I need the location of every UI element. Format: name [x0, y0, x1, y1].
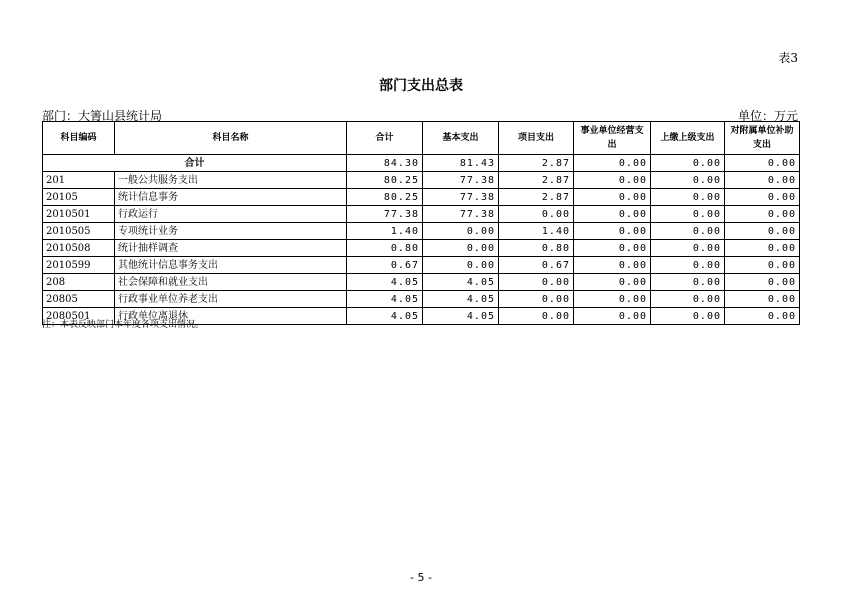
- amount-cell: 80.25: [347, 189, 423, 206]
- amount-cell: 0.00: [725, 240, 800, 257]
- total-label: 合计: [43, 155, 347, 172]
- amount-cell: 0.80: [347, 240, 423, 257]
- amount-cell: 0.00: [574, 274, 651, 291]
- amount-cell: 0.00: [651, 308, 725, 325]
- amount-cell: 0.00: [499, 206, 574, 223]
- table-row: [43, 274, 800, 291]
- account-name-cell: 统计抽样调查: [115, 240, 347, 257]
- amount-cell: 0.00: [651, 189, 725, 206]
- amount-cell: 4.05: [423, 308, 499, 325]
- amount-cell: 77.38: [423, 206, 499, 223]
- column-header: 科目编码: [43, 122, 115, 155]
- unit-label: 单位：万元: [737, 109, 798, 123]
- table-row: [43, 257, 800, 274]
- account-name-cell: 其他统计信息事务支出: [115, 257, 347, 274]
- account-code-cell: 20805: [43, 291, 115, 308]
- amount-cell: 0.00: [651, 274, 725, 291]
- expenditure-table: [42, 121, 800, 325]
- amount-cell: 0.00: [725, 257, 800, 274]
- account-name-cell: 行政单位离退休: [115, 308, 347, 325]
- amount-cell: 4.05: [347, 308, 423, 325]
- amount-cell: 77.38: [423, 189, 499, 206]
- amount-cell: 0.00: [423, 240, 499, 257]
- amount-cell: 0.00: [725, 291, 800, 308]
- table-header-row: [43, 122, 800, 155]
- amount-cell: 4.05: [423, 291, 499, 308]
- table-row: [43, 172, 800, 189]
- column-header: 事业单位经营支出: [574, 122, 651, 155]
- amount-cell: 4.05: [347, 274, 423, 291]
- amount-cell: 1.40: [347, 223, 423, 240]
- department-label: 部门：大箐山县统计局: [42, 109, 163, 123]
- amount-cell: 0.67: [347, 257, 423, 274]
- amount-cell: 0.00: [651, 172, 725, 189]
- table-row: [43, 240, 800, 257]
- amount-cell: 0.00: [651, 257, 725, 274]
- amount-cell: 0.00: [499, 291, 574, 308]
- total-cell: 0.00: [651, 155, 725, 172]
- amount-cell: 4.05: [423, 274, 499, 291]
- column-header: 上缴上级支出: [651, 122, 725, 155]
- account-name-cell: 统计信息事务: [115, 189, 347, 206]
- amount-cell: 0.00: [725, 308, 800, 325]
- amount-cell: 0.00: [725, 172, 800, 189]
- account-code-cell: 2010501: [43, 206, 115, 223]
- amount-cell: 2.87: [499, 189, 574, 206]
- amount-cell: 77.38: [347, 206, 423, 223]
- amount-cell: 0.80: [499, 240, 574, 257]
- amount-cell: 0.00: [651, 240, 725, 257]
- amount-cell: 0.00: [651, 291, 725, 308]
- table-row: [43, 291, 800, 308]
- account-code-cell: 2010508: [43, 240, 115, 257]
- total-row: [43, 155, 800, 172]
- account-code-cell: 2010599: [43, 257, 115, 274]
- table-note: 注：本表反映部门本年度各项支出情况。: [42, 320, 205, 330]
- amount-cell: 0.00: [499, 308, 574, 325]
- total-cell: 81.43: [423, 155, 499, 172]
- amount-cell: 0.00: [574, 172, 651, 189]
- total-cell: 84.30: [347, 155, 423, 172]
- table-number-label: 表3: [778, 51, 798, 65]
- total-cell: 0.00: [725, 155, 800, 172]
- total-cell: 0.00: [574, 155, 651, 172]
- page-number: - 5 -: [410, 571, 432, 584]
- amount-cell: 2.87: [499, 172, 574, 189]
- total-cell: 2.87: [499, 155, 574, 172]
- amount-cell: 0.00: [574, 240, 651, 257]
- page-title: 部门支出总表: [379, 78, 463, 94]
- amount-cell: 80.25: [347, 172, 423, 189]
- account-name-cell: 行政运行: [115, 206, 347, 223]
- table-row: [43, 206, 800, 223]
- amount-cell: 0.00: [574, 308, 651, 325]
- amount-cell: 0.00: [574, 223, 651, 240]
- amount-cell: 0.00: [725, 223, 800, 240]
- account-name-cell: 行政事业单位养老支出: [115, 291, 347, 308]
- column-header: 科目名称: [115, 122, 347, 155]
- table-row: [43, 189, 800, 206]
- account-code-cell: 2010505: [43, 223, 115, 240]
- account-code-cell: 208: [43, 274, 115, 291]
- account-code-cell: 201: [43, 172, 115, 189]
- account-name-cell: 社会保障和就业支出: [115, 274, 347, 291]
- column-header: 项目支出: [499, 122, 574, 155]
- amount-cell: 0.00: [574, 206, 651, 223]
- amount-cell: 0.00: [725, 189, 800, 206]
- amount-cell: 0.00: [423, 257, 499, 274]
- amount-cell: 0.00: [423, 223, 499, 240]
- account-code-cell: 20105: [43, 189, 115, 206]
- amount-cell: 0.00: [725, 274, 800, 291]
- amount-cell: 77.38: [423, 172, 499, 189]
- column-header: 基本支出: [423, 122, 499, 155]
- amount-cell: 4.05: [347, 291, 423, 308]
- amount-cell: 0.00: [574, 189, 651, 206]
- column-header: 合计: [347, 122, 423, 155]
- amount-cell: 0.00: [651, 223, 725, 240]
- account-code-cell: 2080501: [43, 308, 115, 325]
- account-name-cell: 一般公共服务支出: [115, 172, 347, 189]
- amount-cell: 0.67: [499, 257, 574, 274]
- amount-cell: 0.00: [574, 291, 651, 308]
- amount-cell: 0.00: [651, 206, 725, 223]
- amount-cell: 0.00: [499, 274, 574, 291]
- account-name-cell: 专项统计业务: [115, 223, 347, 240]
- amount-cell: 0.00: [725, 206, 800, 223]
- column-header: 对附属单位补助支出: [725, 122, 800, 155]
- amount-cell: 1.40: [499, 223, 574, 240]
- table-row: [43, 223, 800, 240]
- amount-cell: 0.00: [574, 257, 651, 274]
